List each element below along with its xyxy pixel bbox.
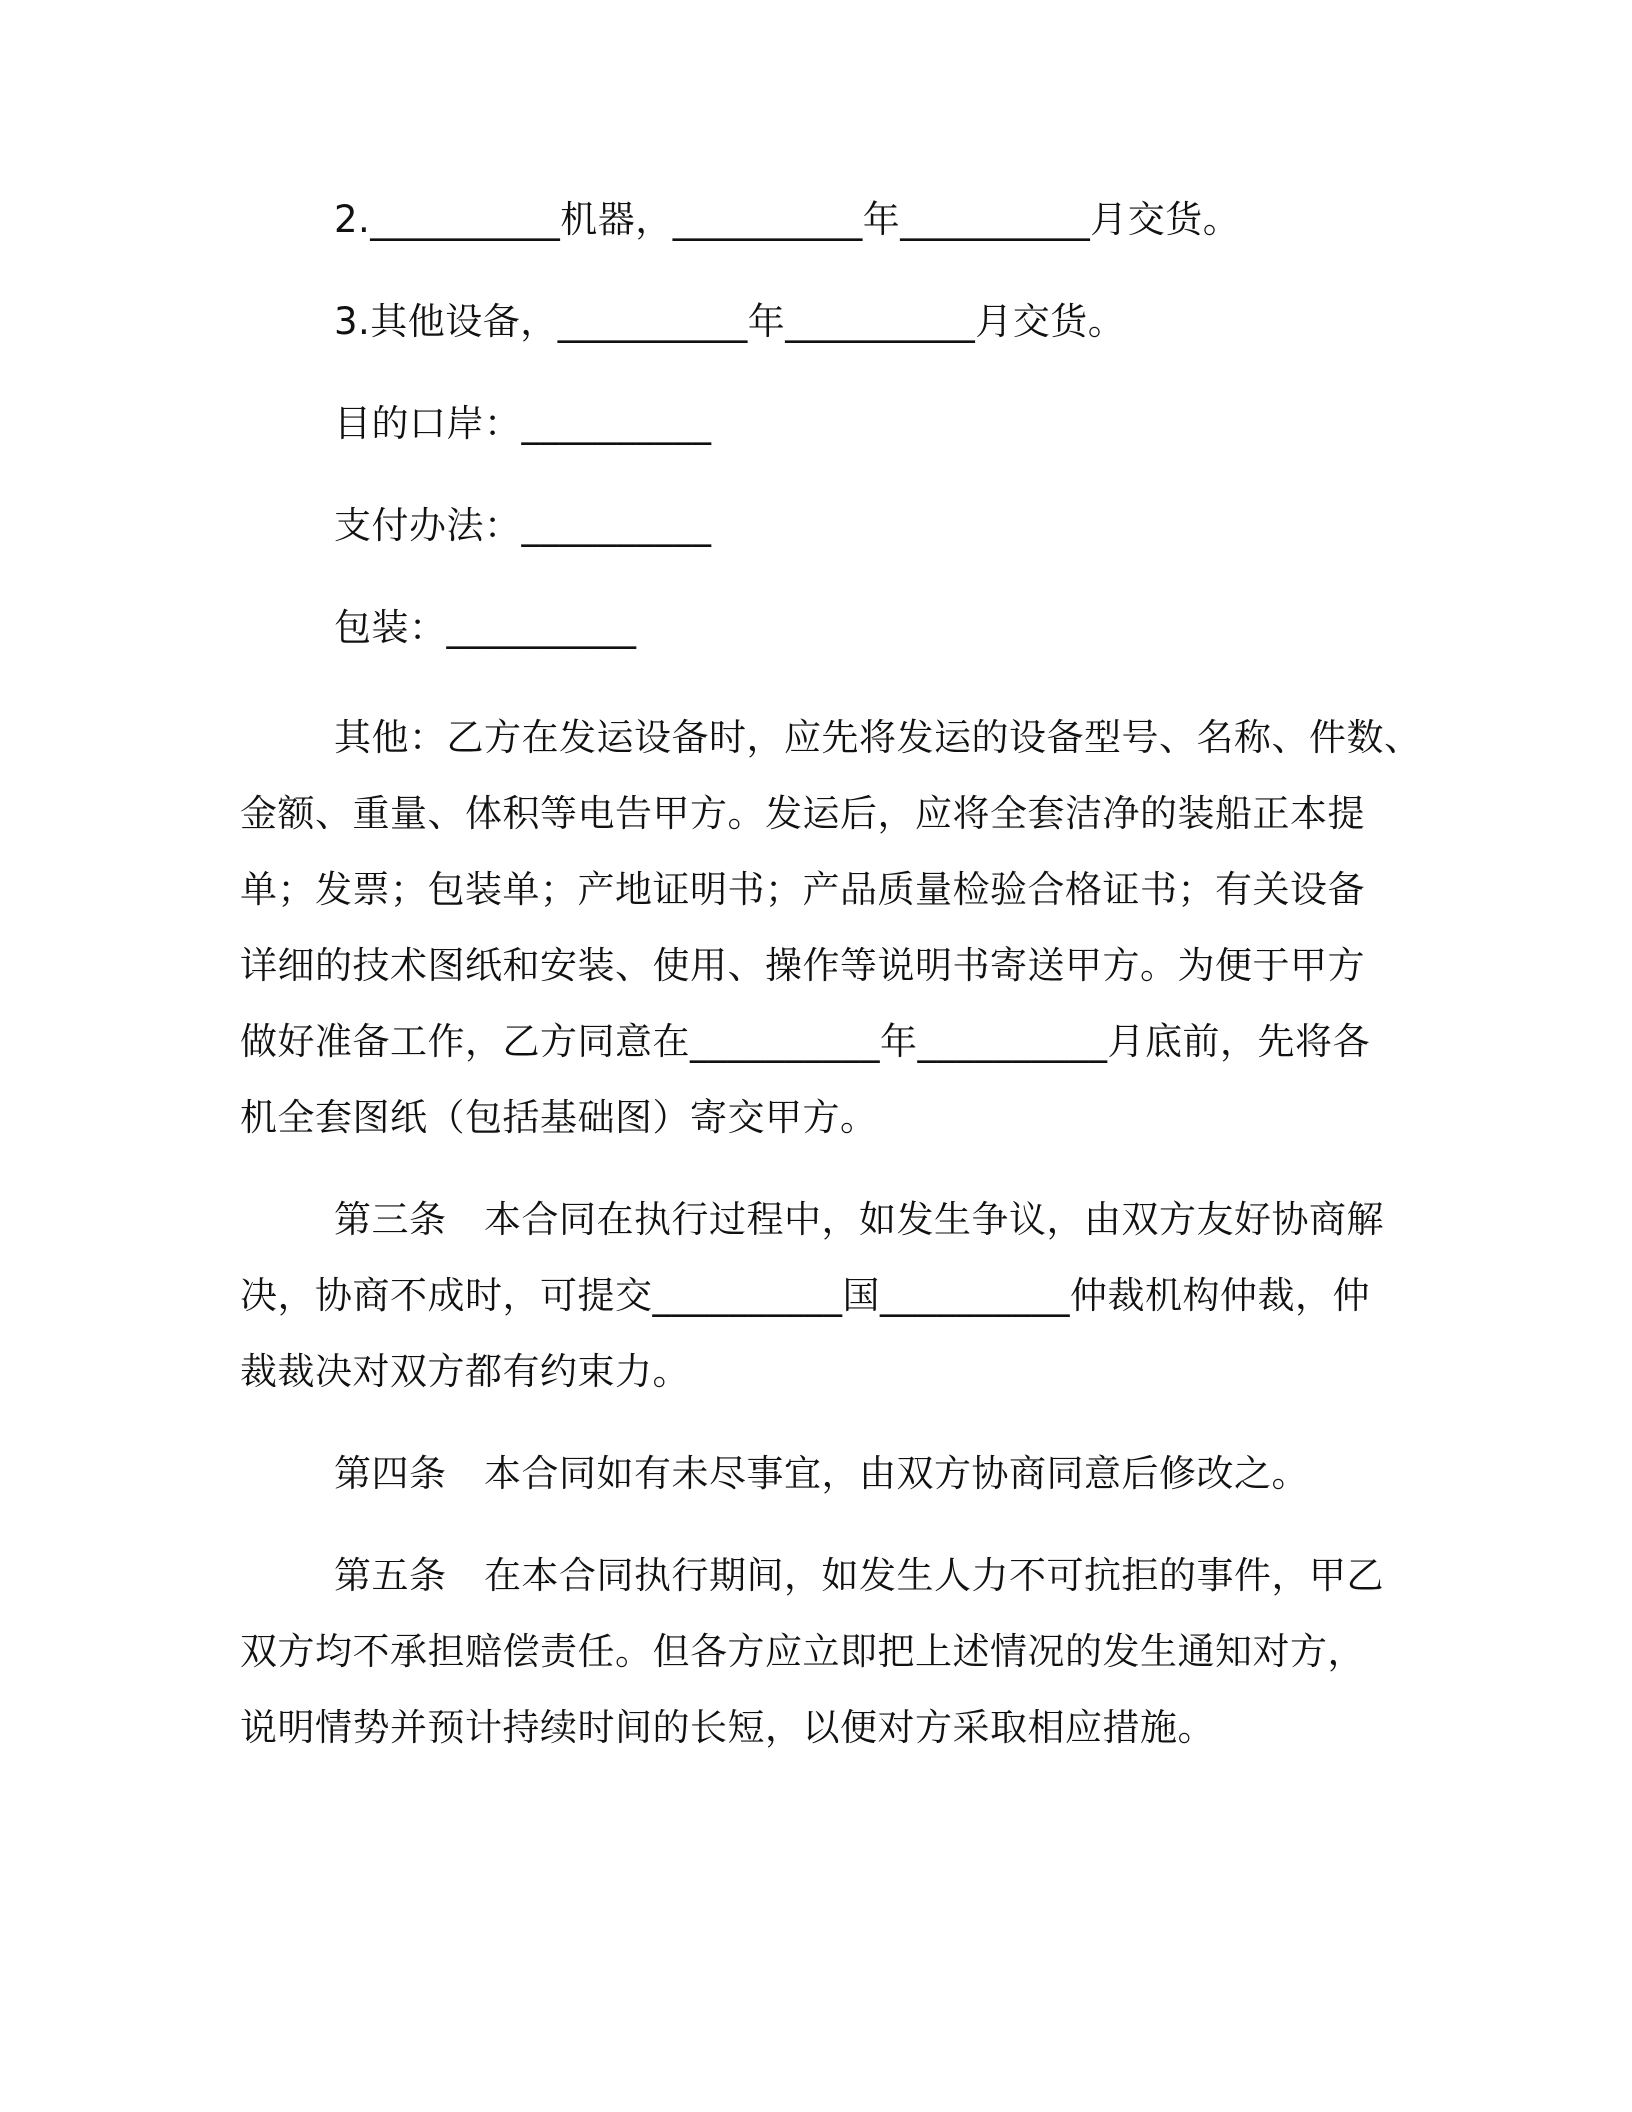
- destination-port-field: 目的口岸：__________: [334, 402, 712, 445]
- article-5-line-2: 双方均不承担赔偿责任。但各方应立即把上述情况的发生通知对方，: [240, 1630, 1365, 1673]
- article-3-line-2: 决，协商不成时，可提交__________国__________仲裁机构仲裁，仲: [240, 1274, 1370, 1317]
- packaging-field: 包装：__________: [334, 606, 637, 649]
- other-terms-line-1: 其他：乙方在发运设备时，应先将发运的设备型号、名称、件数、: [334, 716, 1422, 759]
- article-5-line-1: 第五条 在本合同执行期间，如发生人力不可抗拒的事件，甲乙: [334, 1554, 1384, 1597]
- clause-other-equipment-delivery: 3.其他设备，__________年__________月交货。: [334, 300, 1126, 343]
- other-terms-line-4: 详细的技术图纸和安装、使用、操作等说明书寄送甲方。为便于甲方: [240, 944, 1365, 987]
- other-terms-line-6: 机全套图纸（包括基础图）寄交甲方。: [240, 1096, 878, 1139]
- other-terms-line-2: 金额、重量、体积等电告甲方。发运后，应将全套洁净的装船正本提: [240, 792, 1365, 835]
- other-terms-line-5: 做好准备工作，乙方同意在__________年__________月底前，先将各: [240, 1020, 1370, 1063]
- payment-method-field: 支付办法：__________: [334, 504, 712, 547]
- article-3-line-1: 第三条 本合同在执行过程中，如发生争议，由双方友好协商解: [334, 1198, 1384, 1241]
- clause-machine-delivery: 2.__________机器，__________年__________月交货。: [334, 198, 1241, 241]
- article-3-line-3: 裁裁决对双方都有约束力。: [240, 1350, 690, 1393]
- article-4-line-1: 第四条 本合同如有未尽事宜，由双方协商同意后修改之。: [334, 1452, 1309, 1495]
- article-5-line-3: 说明情势并预计持续时间的长短，以便对方采取相应措施。: [240, 1706, 1215, 1749]
- other-terms-line-3: 单；发票；包装单；产地证明书；产品质量检验合格证书；有关设备: [240, 868, 1365, 911]
